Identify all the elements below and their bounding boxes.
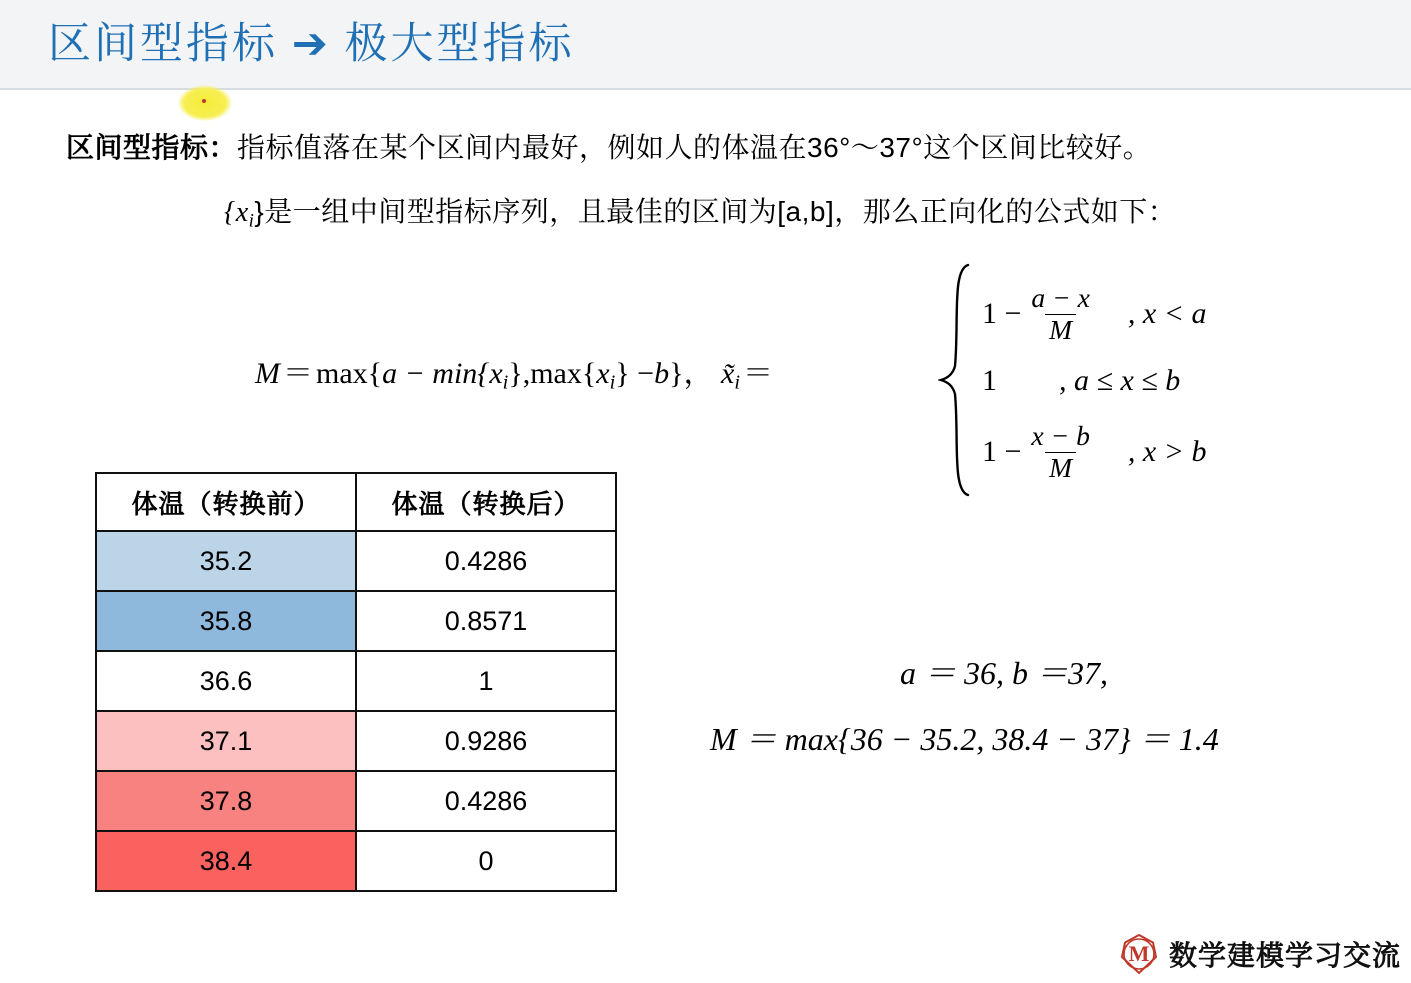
cell-after: 0.8571 xyxy=(356,591,616,651)
brace-icon xyxy=(938,262,972,498)
formula-close-1: }, xyxy=(508,357,531,390)
formula-m-symbol: M xyxy=(255,357,280,390)
table-row xyxy=(96,531,616,591)
logo-mark-icon xyxy=(1118,933,1160,975)
table-header-before: 体温（转换前） xyxy=(96,473,356,531)
cell-before: 35.2 xyxy=(96,531,356,591)
case-3-numerator: x − b xyxy=(1031,420,1090,451)
formula-xi-1: x xyxy=(489,357,503,390)
definition-text: 指标值落在某个区间内最好，例如人的体温在36°～37°这个区间比较好。 xyxy=(237,132,1152,163)
sequence-subscript: i xyxy=(248,210,255,232)
formula-close-3: } xyxy=(669,357,684,390)
title-band xyxy=(0,0,1411,88)
case-1-condition: , x < a xyxy=(1127,297,1207,331)
table-row xyxy=(96,771,616,831)
brand-logo xyxy=(1118,933,1401,975)
cursor-highlight-icon xyxy=(178,85,232,121)
formula-close-2: } − xyxy=(615,357,655,390)
table-row xyxy=(96,651,616,711)
values-line-1: a ＝ 36, b ＝37, xyxy=(900,655,1109,691)
formula-i-1: i xyxy=(502,371,509,394)
piecewise-function xyxy=(938,262,1338,498)
case-2-condition: , a ≤ x ≤ b xyxy=(1059,364,1181,397)
formula-equals: ＝ xyxy=(283,357,313,390)
table-row xyxy=(96,711,616,771)
case-1-lead: 1 − xyxy=(982,297,1022,331)
formula-max-2: max{ xyxy=(530,357,597,390)
case-row-3 xyxy=(982,422,1278,483)
formula-comma: ， xyxy=(683,357,714,390)
cell-before: 36.6 xyxy=(96,651,356,711)
cell-after: 0.4286 xyxy=(356,771,616,831)
formula-xtilde-sub: i xyxy=(734,371,741,394)
cell-before: 35.8 xyxy=(96,591,356,651)
case-1-fraction xyxy=(1027,284,1093,345)
table-row xyxy=(96,831,616,891)
logo-mark-letter: M xyxy=(1128,941,1150,966)
formula-xtilde: x̃ xyxy=(721,357,735,390)
case-3-fraction xyxy=(1027,422,1093,483)
definition-label: 区间型指标： xyxy=(66,132,238,163)
case-3-condition: , x > b xyxy=(1127,435,1207,469)
case-2-lead: 1 xyxy=(982,364,997,397)
logo-text: 数学建模学习交流 xyxy=(1168,940,1401,971)
cell-before: 37.8 xyxy=(96,771,356,831)
case-1-numerator: a − x xyxy=(1031,282,1090,313)
formula-b: b xyxy=(654,357,670,390)
formula-a-min: a − min{ xyxy=(382,357,490,390)
case-row-1 xyxy=(982,284,1278,345)
cell-after: 0.9286 xyxy=(356,711,616,771)
case-3-denominator: M xyxy=(1045,452,1076,483)
case-1-denominator: M xyxy=(1045,314,1076,345)
sequence-line xyxy=(224,190,1176,232)
values-line-2: M ＝ max{36 − 35.2, 38.4 − 37} ＝ 1.4 xyxy=(710,721,1219,757)
table-header-row xyxy=(96,473,616,531)
definition-line xyxy=(66,126,1151,166)
sequence-text: }是一组中间型指标序列，且最佳的区间为[a,b]，那么正向化的公式如下： xyxy=(254,196,1177,227)
formula-i-2: i xyxy=(609,371,616,394)
cell-after: 0 xyxy=(356,831,616,891)
case-row-2 xyxy=(982,364,1209,398)
case-3-lead: 1 − xyxy=(982,435,1022,469)
sequence-prefix: {x xyxy=(224,197,249,228)
table-header-after: 体温（转换后） xyxy=(356,473,616,531)
table-body xyxy=(96,531,616,891)
temperature-table xyxy=(95,472,617,892)
cell-after: 0.4286 xyxy=(356,531,616,591)
table-row xyxy=(96,591,616,651)
cell-after: 1 xyxy=(356,651,616,711)
formula-m-definition xyxy=(255,348,776,395)
cell-before: 37.1 xyxy=(96,711,356,771)
cell-before: 38.4 xyxy=(96,831,356,891)
formula-equals-2: ＝ xyxy=(743,357,774,390)
page-title: 区间型指标 ➔ 极大型指标 xyxy=(48,21,575,68)
formula-max-1: max{ xyxy=(316,357,383,390)
formula-xi-2: x xyxy=(596,357,610,390)
